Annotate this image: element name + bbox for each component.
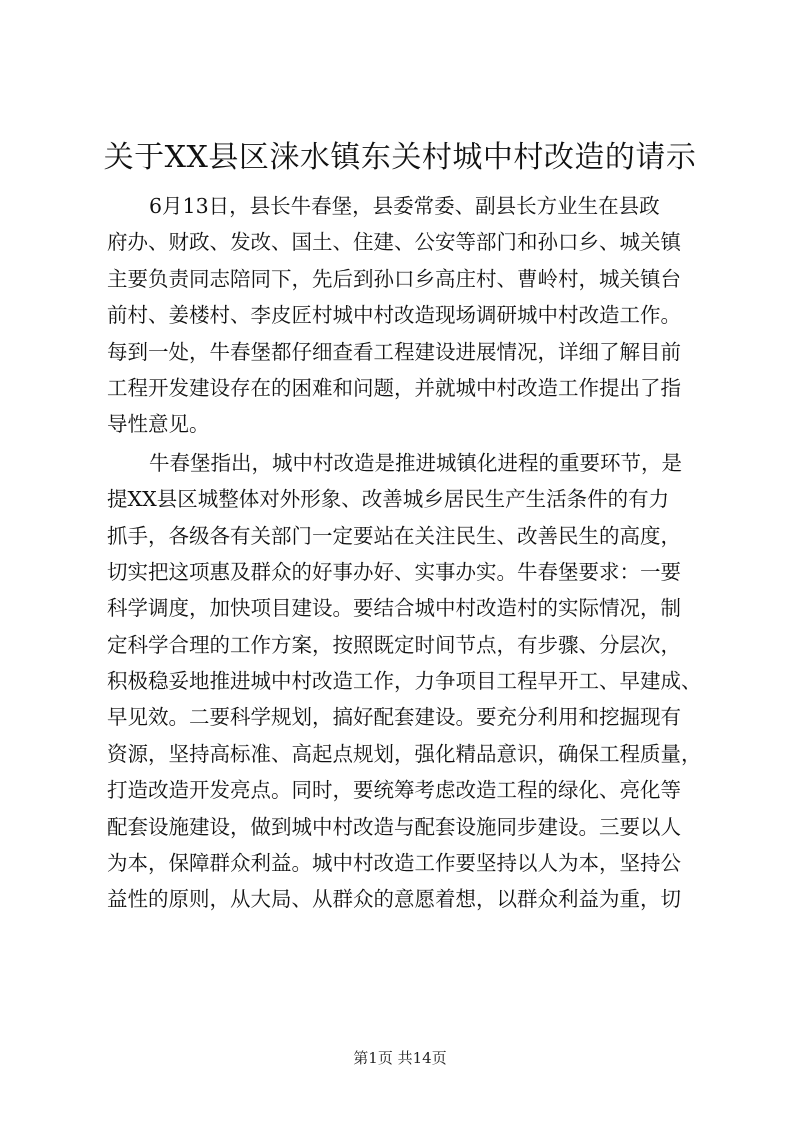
paragraph-2-line-7: 积极稳妥地推进城中村改造工作，力争项目工程早开工、早建成、 bbox=[107, 669, 702, 694]
paragraph-2-line-13: 益性的原则，从大局、从群众的意愿着想，以群众利益为重，切 bbox=[107, 887, 681, 912]
paragraph-1-line-3: 主要负责同志陪同下，先后到孙口乡高庄村、曹岭村，城关镇台 bbox=[107, 266, 681, 291]
paragraph-2-line-8: 早见效。二要科学规划，搞好配套建设。要充分利用和挖掘现有 bbox=[107, 705, 681, 730]
paragraph-1-line-1: 6月13日，县长牛春堡，县委常委、副县长方业生在县政 bbox=[149, 194, 660, 218]
document-title: 关于XX县区涞水镇东关村城中村改造的请示 bbox=[103, 140, 697, 175]
paragraph-1-line-4: 前村、姜楼村、李皮匠村城中村改造现场调研城中村改造工作。 bbox=[107, 303, 681, 328]
paragraph-2-line-6: 定科学合理的工作方案，按照既定时间节点，有步骤、分层次， bbox=[107, 632, 681, 657]
paragraph-1-line-7: 导性意见。 bbox=[107, 412, 210, 437]
paragraph-1-line-5: 每到一处，牛春堡都仔细查看工程建设进展情况，详细了解目前 bbox=[107, 339, 681, 364]
paragraph-2-line-2: 提XX县区城整体对外形象、改善城乡居民生产生活条件的有力 bbox=[107, 487, 670, 512]
page-number-footer: 第1页 共14页 bbox=[353, 1049, 447, 1067]
paragraph-2-line-4: 切实把这项惠及群众的好事办好、实事办实。牛春堡要求：一要 bbox=[107, 559, 681, 584]
paragraph-1-line-6: 工程开发建设存在的困难和问题，并就城中村改造工作提出了指 bbox=[107, 375, 681, 400]
document-body bbox=[107, 188, 707, 918]
paragraph-2-line-11: 配套设施建设，做到城中村改造与配套设施同步建设。三要以人 bbox=[107, 814, 681, 839]
paragraph-2-line-9: 资源，坚持高标准、高起点规划，强化精品意识，确保工程质量， bbox=[107, 741, 702, 766]
paragraph-2-line-10: 打造改造开发亮点。同时，要统筹考虑改造工程的绿化、亮化等 bbox=[107, 778, 681, 803]
paragraph-2-line-3: 抓手，各级各有关部门一定要站在关注民生、改善民生的高度， bbox=[107, 523, 681, 548]
paragraph-2-line-5: 科学调度，加快项目建设。要结合城中村改造村的实际情况，制 bbox=[107, 596, 681, 621]
paragraph-1-line-2: 府办、财政、发改、国土、住建、公安等部门和孙口乡、城关镇 bbox=[107, 230, 681, 255]
paragraph-2-line-1: 牛春堡指出，城中村改造是推进城镇化进程的重要环节，是 bbox=[149, 450, 682, 475]
paragraph-2-line-12: 为本，保障群众利益。城中村改造工作要坚持以人为本，坚持公 bbox=[107, 851, 681, 876]
